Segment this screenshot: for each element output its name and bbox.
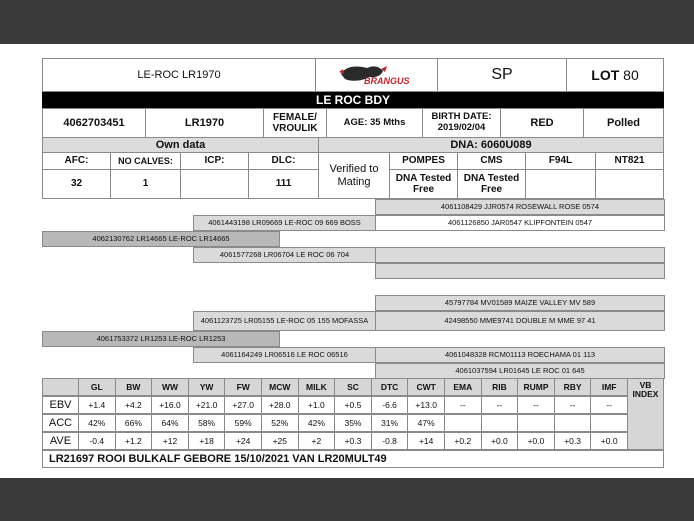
ebv-cell: +4.2 xyxy=(115,396,153,414)
sex: FEMALE/ VROULIK xyxy=(263,108,327,138)
ebv-cell: +0.0 xyxy=(517,432,555,450)
color: RED xyxy=(500,108,584,138)
nt821-label: NT821 xyxy=(595,152,664,170)
nt821-result xyxy=(595,169,664,199)
ebv-header-bw: BW xyxy=(115,378,153,396)
ebv-cell: -0.8 xyxy=(371,432,409,450)
ebv-header-yw: YW xyxy=(188,378,226,396)
ebv-cell: 66% xyxy=(115,414,153,432)
ebv-cell: 35% xyxy=(334,414,372,432)
footer-note: LR21697 ROOI BULKALF GEBORE 15/10/2021 VAN LR20MULT49 xyxy=(42,450,664,468)
cms-label: CMS xyxy=(457,152,526,170)
ebv-cell: -- xyxy=(517,396,555,414)
icp-value xyxy=(180,169,249,199)
ebv-cell: 58% xyxy=(188,414,226,432)
ebv-header-ema: EMA xyxy=(444,378,482,396)
ebv-cell: +0.2 xyxy=(444,432,482,450)
age: AGE: 35 Mths xyxy=(326,108,423,138)
ebv-table xyxy=(42,378,664,450)
pedigree-dam-sire-sire: 45797784 MV01589 MAIZE VALLEY MV 589 xyxy=(375,295,665,311)
ebv-cell: -- xyxy=(554,396,592,414)
icp-label: ICP: xyxy=(180,152,249,170)
ebv-cell xyxy=(554,414,592,432)
lot-label: LOT xyxy=(591,66,620,83)
ebv-header-rump: RUMP xyxy=(517,378,555,396)
birth-date xyxy=(422,108,501,138)
brangus-logo xyxy=(315,58,438,92)
pedigree-sire: 4062130762 LR14665 LE-ROC LR14665 xyxy=(42,231,280,247)
ebv-row-label-acc: ACC xyxy=(42,414,79,432)
ebv-header-rib: RIB xyxy=(481,378,519,396)
ebv-header-fw: FW xyxy=(224,378,262,396)
ebv-cell: +1.0 xyxy=(298,396,336,414)
ebv-cell: -0.4 xyxy=(78,432,116,450)
own-data-header: Own data xyxy=(42,137,319,153)
ebv-cell: 64% xyxy=(151,414,189,432)
pedigree-dam-dam: 4061164249 LR06516 LE ROC 06516 xyxy=(193,347,376,363)
category: SP xyxy=(437,58,567,92)
ebv-cell: +18 xyxy=(188,432,226,450)
pedigree-sire-dam-sire xyxy=(375,247,665,263)
birth-date-value: 2019/02/04 xyxy=(437,122,486,133)
dlc-label: DLC: xyxy=(248,152,319,170)
pedigree-sire-dam: 4061577268 LR06704 LE ROC 06 704 xyxy=(193,247,376,263)
ebv-cell: +24 xyxy=(224,432,262,450)
ebv-cell xyxy=(481,414,519,432)
ebv-row-label-ebv: EBV xyxy=(42,396,79,414)
ebv-header-milk: MILK xyxy=(298,378,336,396)
pedigree-sire-sire-dam: 4061126850 JAR0547 KLIPFONTEIN 0547 xyxy=(375,215,665,231)
reg-number: 4062703451 xyxy=(42,108,146,138)
lot-number: 80 xyxy=(623,66,639,83)
ebv-cell: -- xyxy=(444,396,482,414)
pedigree-sire-dam-dam xyxy=(375,263,665,279)
horn-status: Polled xyxy=(583,108,664,138)
ebv-cell: -- xyxy=(481,396,519,414)
ebv-cell: +0.0 xyxy=(481,432,519,450)
dlc-value: 111 xyxy=(248,169,319,199)
ebv-cell: +1.4 xyxy=(78,396,116,414)
f94l-result xyxy=(525,169,596,199)
ebv-corner-cell xyxy=(42,378,79,396)
pompes-label: POMPES xyxy=(389,152,458,170)
ebv-cell xyxy=(590,414,628,432)
ebv-cell: 31% xyxy=(371,414,409,432)
ebv-cell: +27.0 xyxy=(224,396,262,414)
lot-card xyxy=(0,44,694,478)
ebv-cell: 52% xyxy=(261,414,299,432)
ebv-cell: +13.0 xyxy=(407,396,445,414)
ebv-cell: 59% xyxy=(224,414,262,432)
ebv-cell: +0.3 xyxy=(554,432,592,450)
afc-value: 32 xyxy=(42,169,111,199)
pompes-result: DNA Tested Free xyxy=(389,169,458,199)
herd-number: LR1970 xyxy=(145,108,264,138)
f94l-label: F94L xyxy=(525,152,596,170)
animal-code: LE-ROC LR1970 xyxy=(42,58,316,92)
pedigree-dam-dam-sire: 4061048328 RCM01113 ROECHAMA 01 113 xyxy=(375,347,665,363)
pedigree-sire-sire: 4061443198 LR09669 LE-ROC 09 669 BOSS xyxy=(193,215,376,231)
ebv-cell: 42% xyxy=(298,414,336,432)
pedigree-sire-sire-sire: 4061108429 JJR0574 ROSEWALL ROSE 0574 xyxy=(375,199,665,215)
calves-label: NO CALVES: xyxy=(110,152,181,170)
pedigree-dam-sire: 4061123725 LR05155 LE-ROC 05 155 MOFASSA xyxy=(193,311,376,331)
ebv-cell: +14 xyxy=(407,432,445,450)
verified-to-mating: Verified to Mating xyxy=(318,152,390,199)
pedigree-dam: 4061753372 LR1253 LE-ROC LR1253 xyxy=(42,331,280,347)
calves-value: 1 xyxy=(110,169,181,199)
ebv-cell: +25 xyxy=(261,432,299,450)
ebv-cell: +0.5 xyxy=(334,396,372,414)
logo-text: BRANGUS xyxy=(364,76,410,86)
animal-name-bar: LE ROC BDY xyxy=(42,92,664,108)
ebv-header-sc: SC xyxy=(334,378,372,396)
cms-result: DNA Tested Free xyxy=(457,169,526,199)
ebv-cell: +16.0 xyxy=(151,396,189,414)
ebv-header-mcw: MCW xyxy=(261,378,299,396)
ebv-cell: +0.3 xyxy=(334,432,372,450)
dna-number: DNA: 6060U089 xyxy=(318,137,664,153)
ebv-header-gl: GL xyxy=(78,378,116,396)
ebv-cell xyxy=(517,414,555,432)
birth-date-label: BIRTH DATE: xyxy=(431,111,492,123)
ebv-row-label-ave: AVE xyxy=(42,432,79,450)
ebv-header-cwt: CWT xyxy=(407,378,445,396)
ebv-cell: 47% xyxy=(407,414,445,432)
ebv-cell: +0.0 xyxy=(590,432,628,450)
ebv-header-vb-index: VB INDEX xyxy=(627,378,664,450)
ebv-header-ww: WW xyxy=(151,378,189,396)
pedigree-dam-sire-dam: 42498550 MME9741 DOUBLE M MME 97 41 xyxy=(375,311,665,331)
afc-label: AFC: xyxy=(42,152,111,170)
ebv-cell: +1.2 xyxy=(115,432,153,450)
ebv-header-dtc: DTC xyxy=(371,378,409,396)
ebv-cell: -6.6 xyxy=(371,396,409,414)
ebv-cell: +21.0 xyxy=(188,396,226,414)
ebv-header-imf: IMF xyxy=(590,378,628,396)
ebv-cell: +2 xyxy=(298,432,336,450)
ebv-cell: +12 xyxy=(151,432,189,450)
ebv-header-rby: RBY xyxy=(554,378,592,396)
ebv-cell xyxy=(444,414,482,432)
ebv-cell: +28.0 xyxy=(261,396,299,414)
lot-box xyxy=(566,58,664,92)
pedigree-dam-dam-dam: 4061037594 LR01645 LE ROC 01 645 xyxy=(375,363,665,379)
ebv-cell: -- xyxy=(590,396,628,414)
ebv-cell: 42% xyxy=(78,414,116,432)
